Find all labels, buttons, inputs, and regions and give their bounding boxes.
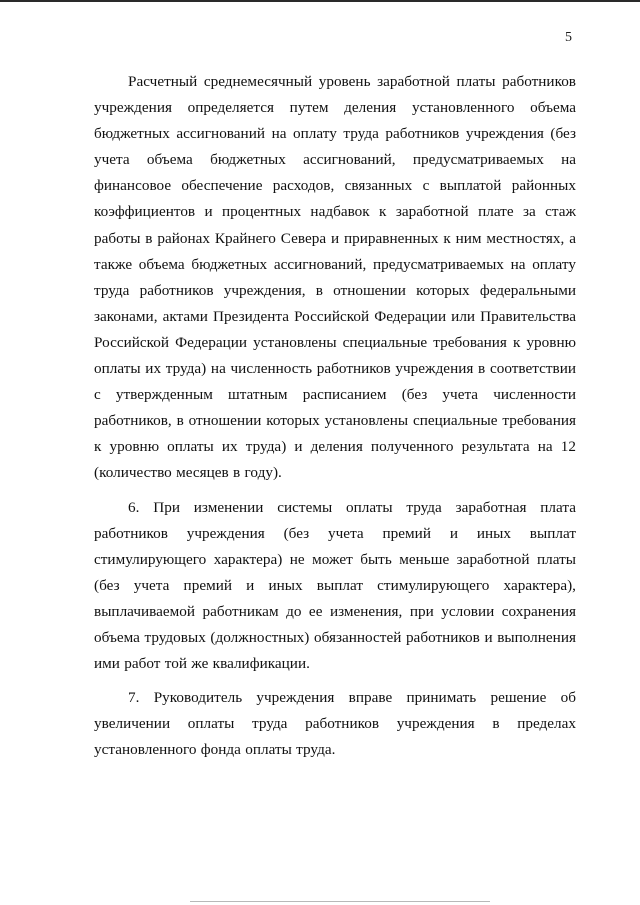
scan-edge-top — [0, 0, 640, 2]
paragraph-item-6: 6. При изменении системы оплаты труда заработная плата работников учреждения (без учета премий и иных выплат стимулирующего характера) не может быть меньше заработной платы (без учета премий и иных выплат стимулирующего характера), выплачиваемой работникам до ее изменения, при условии сохранения объема трудовых (должностных) обязанностей работников и выполнения ими работ той же квалификации. — [94, 498, 576, 673]
scan-edge-bottom — [190, 901, 490, 902]
document-body — [94, 69, 576, 763]
paragraph-item-7: 7. Руководитель учреждения вправе принимать решение об увеличении оплаты труда работников учреждения в пределах установленного фонда оплаты труда. — [94, 689, 576, 759]
page-number: 5 — [565, 30, 572, 45]
paragraph-salary-calculation: Расчетный среднемесячный уровень заработной платы работников учреждения определяется путем деления установленного объема бюджетных ассигнований на оплату труда работников учреждения (без учета объема бюджетных ассигнований, предусматриваемых на финансовое обеспечение расходов, связанных с выплатой районных коэффициентов и процентных надбавок к заработной плате за стаж работы в районах Крайнего Севера и приравненных к ним местностях, а также объема бюджетных ассигнований, предусматриваемых на оплату труда работников учреждения, в отношении которых федеральными законами, актами Президента Российской Федерации или Правительства Российской Федерации установлены специальные требования к уровню оплаты их труда) на численность работников учреждения в соответствии с утвержденным штатным расписанием (без учета численности работников, в отношении которых установлены специальные требования к уровню оплаты их труда) и деления полученного результата на 12 (количество месяцев в году). — [94, 73, 576, 482]
